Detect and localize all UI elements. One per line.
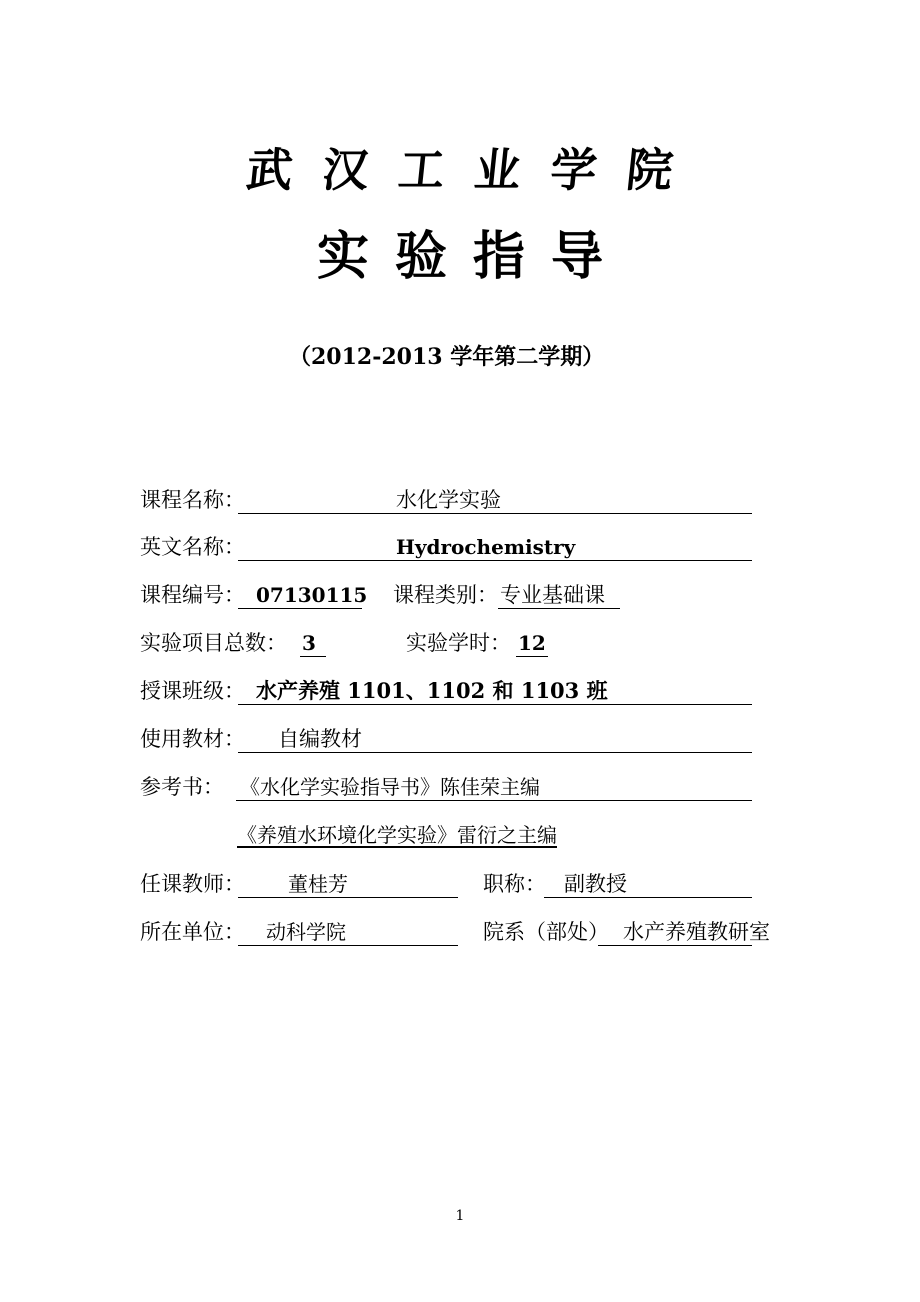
course-name-value: 水化学实验 xyxy=(396,488,501,512)
course-name-field xyxy=(140,486,752,516)
teacher-row xyxy=(140,870,752,900)
unit-value: 动科学院 xyxy=(266,920,346,944)
english-name-value: Hydrochemistry xyxy=(396,535,576,559)
reference-line-2 xyxy=(237,821,557,851)
english-name-label: 英文名称： xyxy=(140,535,245,559)
document-type-title: 实验指导 xyxy=(316,227,629,287)
teacher-underline xyxy=(238,897,458,898)
job-title-value: 副教授 xyxy=(564,872,627,896)
classes-value: 水产养殖 1101、1102 和 1103 班 xyxy=(256,678,608,703)
department-label: 院系（部处） xyxy=(483,920,609,944)
experiment-count-row xyxy=(140,629,760,659)
course-code-row xyxy=(140,581,760,611)
course-name-label: 课程名称： xyxy=(140,488,245,512)
reference-item-2: 《养殖水环境化学实验》雷衍之主编 xyxy=(237,823,557,847)
reference-item-1: 《水化学实验指导书》陈佳荣主编 xyxy=(240,775,540,799)
unit-row xyxy=(140,918,800,948)
textbook-value: 自编教材 xyxy=(278,727,362,751)
institution-title: 武汉工业学院 xyxy=(243,143,706,197)
page-number: 1 xyxy=(455,1208,465,1224)
references-field xyxy=(140,773,752,803)
classes-field xyxy=(140,677,752,707)
unit-label: 所在单位： xyxy=(140,920,245,944)
course-category-label: 课程类别： xyxy=(393,583,498,607)
job-title-label: 职称： xyxy=(483,872,546,896)
teacher-value: 董桂芳 xyxy=(288,872,348,896)
textbook-field xyxy=(140,725,752,755)
course-code-value: 07130115 xyxy=(256,583,368,607)
department-value: 水产养殖教研室 xyxy=(623,920,770,944)
english-name-field xyxy=(140,533,752,563)
experiment-count-label: 实验项目总数： xyxy=(140,631,287,655)
experiment-count-value: 3 xyxy=(302,631,316,655)
textbook-label: 使用教材： xyxy=(140,727,245,751)
teacher-label: 任课教师： xyxy=(140,872,245,896)
academic-term: （2012-2013 学年第二学期） xyxy=(289,344,605,370)
course-category-value: 专业基础课 xyxy=(500,583,605,607)
classes-label: 授课班级： xyxy=(140,679,245,703)
experiment-hours-value: 12 xyxy=(518,631,546,655)
experiment-hours-label: 实验学时： xyxy=(406,631,511,655)
references-label: 参考书： xyxy=(140,775,224,799)
course-code-label: 课程编号： xyxy=(140,583,245,607)
